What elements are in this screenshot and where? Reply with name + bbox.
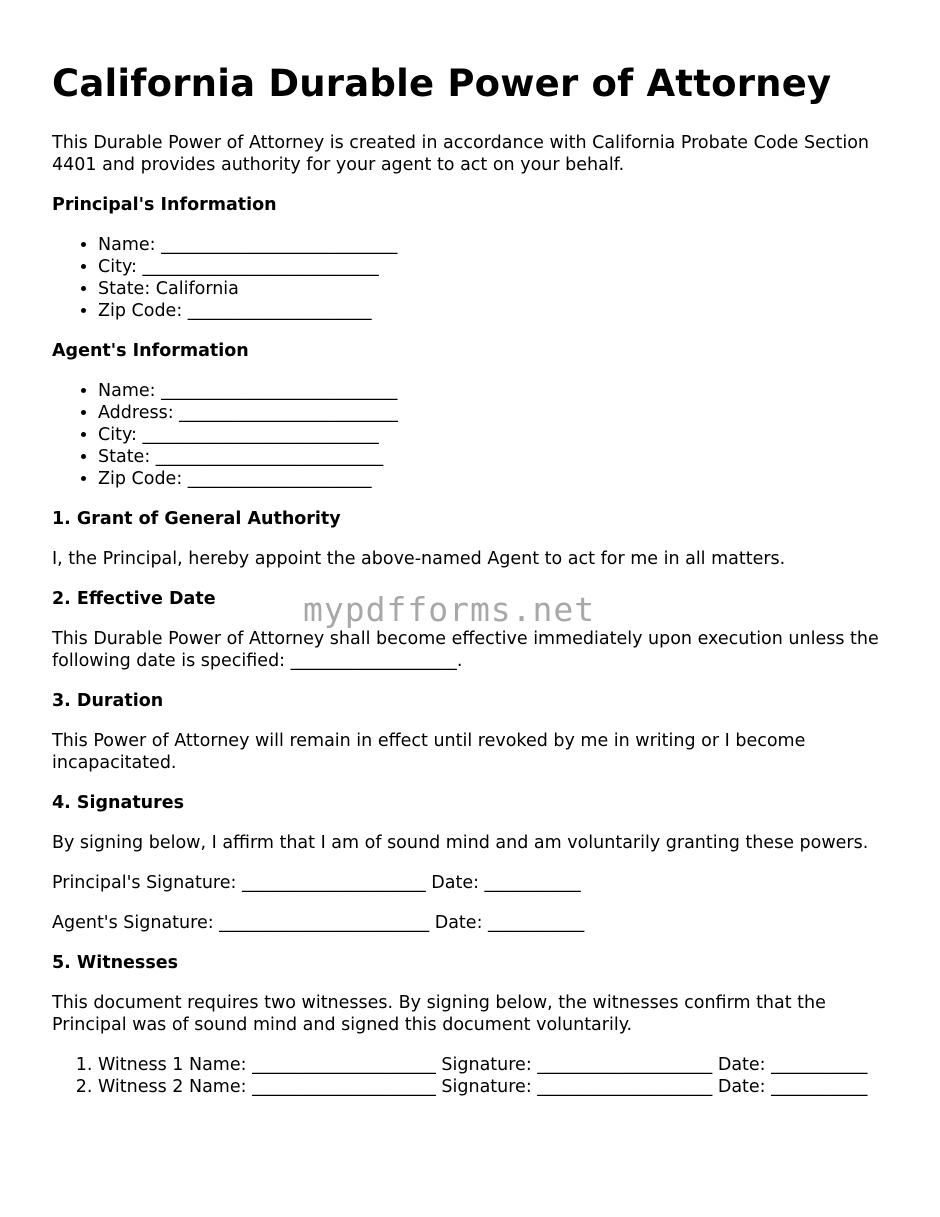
section-1-heading: 1. Grant of General Authority bbox=[52, 509, 341, 530]
principal-name-field: • Name: ___________________________ bbox=[98, 234, 897, 256]
agent-info-list bbox=[52, 380, 897, 490]
section-2-text: This Durable Power of Attorney shall become effective immediately upon execution unless the following date is specified: ___________________. bbox=[52, 629, 879, 672]
witness-list bbox=[52, 1054, 897, 1098]
principal-state-field: • State: California bbox=[98, 278, 897, 300]
witness-2-line: 2. Witness 2 Name: _____________________ Signature: ____________________ Date: ___________ bbox=[98, 1076, 897, 1098]
principal-city-field: • City: ___________________________ bbox=[98, 256, 897, 278]
agent-city-field: • City: ___________________________ bbox=[98, 424, 897, 446]
principal-heading: Principal's Information bbox=[52, 195, 277, 216]
section-5-text: This document requires two witnesses. By signing below, the witnesses confirm that the Principal was of sound mind and signed this document voluntarily. bbox=[52, 993, 826, 1036]
principal-signature-line: Principal's Signature: _____________________ Date: ___________ bbox=[52, 873, 581, 894]
watermark: mypdfforms.net bbox=[303, 590, 596, 629]
agent-zip-field: • Zip Code: _____________________ bbox=[98, 468, 897, 490]
agent-name-field: • Name: ___________________________ bbox=[98, 380, 897, 402]
principal-info-list bbox=[52, 234, 897, 322]
principal-zip-field: • Zip Code: _____________________ bbox=[98, 300, 897, 322]
section-4-heading: 4. Signatures bbox=[52, 793, 185, 814]
document-title: California Durable Power of Attorney bbox=[52, 62, 832, 105]
section-2-heading: 2. Effective Date bbox=[52, 589, 216, 610]
witness-1-line: 1. Witness 1 Name: _____________________ Signature: ____________________ Date: ___________ bbox=[98, 1054, 897, 1076]
agent-address-field: • Address: _________________________ bbox=[98, 402, 897, 424]
section-1-text: I, the Principal, hereby appoint the above-named Agent to act for me in all matters. bbox=[52, 549, 786, 570]
section-3-text: This Power of Attorney will remain in effect until revoked by me in writing or I become incapacitated. bbox=[52, 731, 806, 774]
agent-state-field: • State: __________________________ bbox=[98, 446, 897, 468]
agent-heading: Agent's Information bbox=[52, 341, 249, 362]
section-4-text: By signing below, I affirm that I am of sound mind and am voluntarily granting these powers. bbox=[52, 833, 869, 854]
agent-signature-line: Agent's Signature: ________________________ Date: ___________ bbox=[52, 913, 585, 934]
section-3-heading: 3. Duration bbox=[52, 691, 164, 712]
intro-paragraph: This Durable Power of Attorney is created in accordance with California Probate Code Section 4401 and provides authority for your agent to act on your behalf. bbox=[52, 133, 870, 176]
section-5-heading: 5. Witnesses bbox=[52, 953, 179, 974]
